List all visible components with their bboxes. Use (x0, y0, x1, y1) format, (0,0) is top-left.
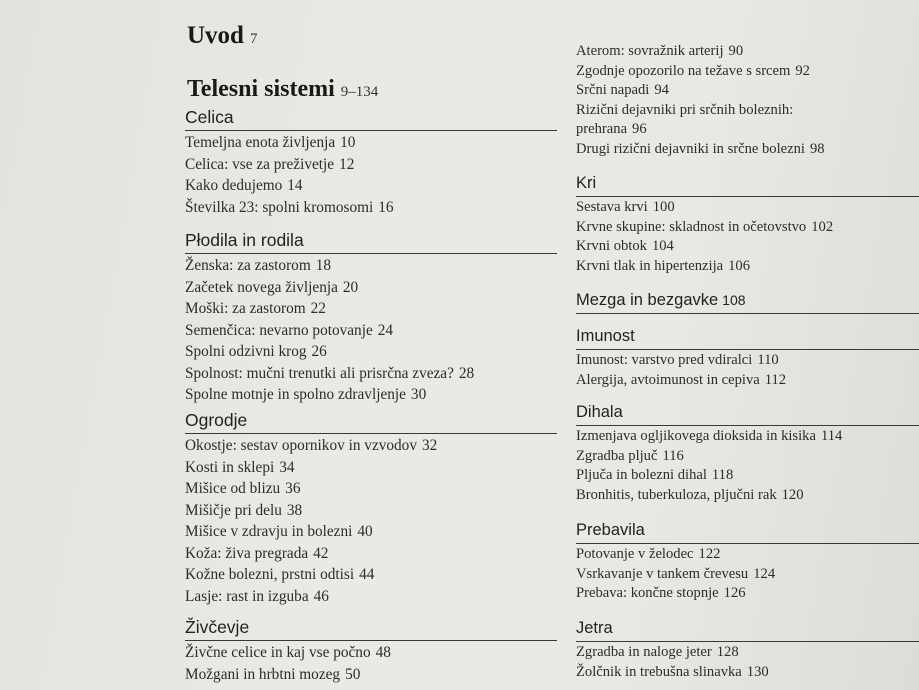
section-title: Ogrodje (185, 410, 248, 430)
systems-pages: 9–134 (340, 84, 379, 100)
toc-entry[interactable]: Mišice v zdravju in bolezni 40 (185, 523, 373, 540)
toc-entry[interactable]: Drugi rizični dejavniki in srčne bolezni 98 (576, 140, 825, 157)
toc-entry[interactable]: Potovanje v želodec 122 (576, 546, 721, 562)
section-plodila (185, 230, 557, 406)
intro-page: 7 (249, 31, 258, 47)
section-title: Imunost (576, 327, 635, 345)
toc-entry[interactable]: Žolčnik in trebušna slinavka 130 (576, 663, 769, 680)
section-title: Prebavila (576, 521, 645, 539)
toc-entry[interactable]: Možgani in hrbtni mozeg 50 (185, 665, 361, 683)
section-title: Kri (576, 174, 597, 192)
section-title: Živčevje (185, 617, 250, 637)
section-mezga (576, 290, 919, 314)
section-rule (185, 253, 557, 254)
toc-entry[interactable]: Moški: za zastorom 22 (185, 300, 326, 317)
section-rule (576, 349, 919, 350)
toc-entry[interactable]: prehrana 96 (576, 121, 647, 137)
toc-entry[interactable]: Prebava: končne stopnje 126 (576, 585, 746, 601)
toc-entry[interactable]: Lasje: rast in izguba 46 (185, 587, 329, 605)
toc-entry[interactable]: Kosti in sklepi 34 (185, 458, 295, 476)
toc-entry[interactable]: Krvne skupine: skladnost in očetovstvo 102 (576, 218, 834, 235)
toc-entry[interactable]: Imunost: varstvo pred vdiralci 110 (576, 352, 779, 368)
toc-entry[interactable]: Živčne celice in kaj vse počno 48 (185, 644, 391, 661)
section-prebavila (576, 520, 919, 604)
systems-heading (187, 76, 378, 103)
section-title: Jetra (576, 619, 613, 637)
section-rule (185, 130, 557, 131)
section-zivcevje (185, 617, 557, 685)
toc-entry[interactable]: Alergija, avtoimunost in cepiva 112 (576, 371, 787, 388)
section-rule (576, 313, 919, 314)
toc-entry[interactable]: Mišičje pri delu 38 (185, 501, 303, 519)
systems-title: Telesni sistemi (187, 76, 335, 102)
section-imunost (576, 326, 919, 390)
toc-entry[interactable]: Zgradba in naloge jeter 128 (576, 644, 739, 660)
toc-entry[interactable]: Celica: vse za preživetje 12 (185, 155, 355, 173)
section-kri (576, 173, 919, 276)
toc-entry[interactable]: Zgradba pljuč 116 (576, 447, 684, 464)
toc-entry[interactable]: Kako dedujemo 14 (185, 177, 303, 194)
section-dihala (576, 402, 919, 505)
section-rule (576, 425, 919, 426)
toc-entry[interactable]: Rizični dejavniki pri srčnih boleznih: (576, 101, 794, 118)
toc-entry[interactable]: Krvni tlak in hipertenzija 106 (576, 257, 750, 274)
toc-entry[interactable]: Srčni napadi 94 (576, 82, 669, 98)
toc-entry[interactable]: Zgodnje opozorilo na težave s srcem 92 (576, 62, 810, 79)
toc-entry[interactable]: Koža: živa pregrada 42 (185, 544, 329, 562)
section-rule (576, 196, 919, 197)
toc-entry[interactable]: Semenčica: nevarno potovanje 24 (185, 321, 394, 339)
section-jetra (576, 618, 919, 682)
toc-entry[interactable]: Spolne motnje in spolno zdravljenje 30 (185, 386, 427, 403)
section-celica (185, 107, 557, 218)
cardio-entries (576, 42, 825, 159)
toc-entry[interactable]: Spolni odzivni krog 26 (185, 343, 327, 360)
toc-entry[interactable]: Izmenjava ogljikovega dioksida in kisika 114 (576, 428, 843, 444)
toc-entry[interactable]: Začetek novega življenja 20 (185, 278, 359, 296)
intro-heading (187, 22, 257, 50)
toc-entry[interactable]: Okostje: sestav opornikov in vzvodov 32 (185, 437, 438, 454)
section-rule (185, 433, 557, 434)
toc-entry[interactable]: Vsrkavanje v tankem črevesu 124 (576, 565, 776, 582)
toc-entry[interactable]: Aterom: sovražnik arterij 90 (576, 43, 744, 59)
section-ogrodje (185, 410, 557, 607)
toc-entry[interactable]: Sestava krvi 100 (576, 199, 675, 215)
toc-entry[interactable]: Ženska: za zastorom 18 (185, 257, 332, 274)
section-title: Dihala (576, 403, 623, 421)
section-page: 108 (722, 292, 746, 308)
toc-entry[interactable]: Kožne bolezni, prstni odtisi 44 (185, 566, 375, 583)
toc-entry[interactable]: Krvni obtok 104 (576, 238, 674, 254)
toc-entry[interactable]: Pljuča in bolezni dihal 118 (576, 467, 734, 483)
toc-entry[interactable]: Bronhitis, tuberkuloza, pljučni rak 120 (576, 486, 804, 503)
toc-entry[interactable]: Mišice od blizu 36 (185, 480, 301, 497)
section-title: Celica (185, 107, 234, 127)
section-rule (576, 543, 919, 544)
intro-title: Uvod (187, 22, 244, 49)
section-title: Płodila in rodila (185, 230, 304, 250)
section-rule (185, 640, 557, 641)
section-title[interactable]: Mezga in bezgavke 108 (576, 291, 746, 309)
toc-entry[interactable]: Številka 23: spolni kromosomi 16 (185, 198, 394, 216)
section-rule (576, 641, 919, 642)
toc-entry[interactable]: Spolnost: mučni trenutki ali prisrčna zveza? 28 (185, 364, 475, 382)
toc-entry[interactable]: Temeljna enota življenja 10 (185, 134, 356, 151)
